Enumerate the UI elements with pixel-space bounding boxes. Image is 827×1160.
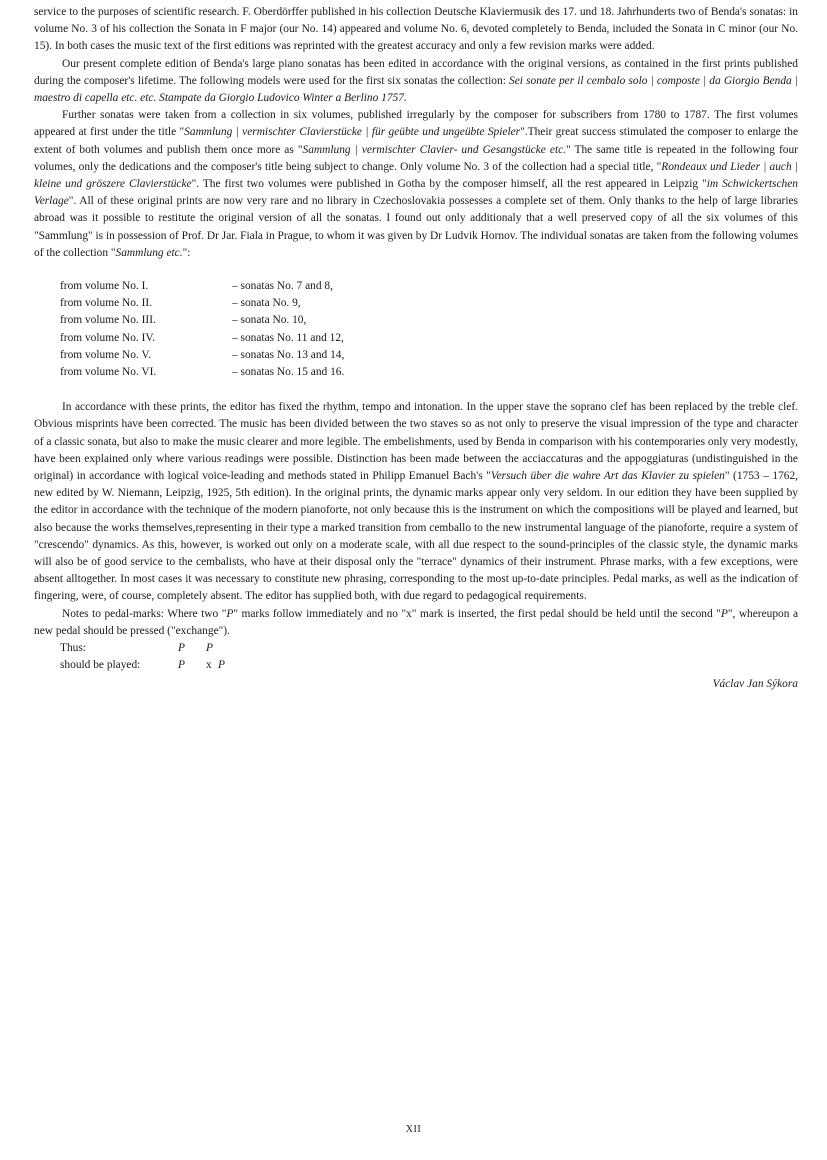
list-item [60, 347, 798, 364]
cpe-bach-treatise-title: Versuch über die wahre Art das Klavier zu spielen [490, 469, 725, 482]
volume-label: from volume No. II. [60, 297, 153, 310]
pedal-mark: P [218, 659, 225, 672]
volume-label: from volume No. IV. [60, 331, 156, 344]
pedal-text-c: " marks follow immediately and no "x" mark is inserted, the first pedal should be held until the second " [233, 607, 721, 620]
pedal-example-label: Thus: [60, 642, 86, 655]
paragraph-intro: service to the purposes of scientific research. F. Oberdörffer published in his collection Deutsche Klaviermusik des 17. und 18. Jahrhunderts two of Benda's sonatas: in volume No. 3 of his collection the Sonata in F major (our No. 14) appeared and volume No. 6, devoted completely to Benda, included the Sonata in C minor (our No. 15). In both cases the music text of the first editions was reprinted with the greatest accuracy and only a few revision marks were added. [34, 6, 798, 53]
list-item [60, 278, 798, 295]
collection-text-i: ". All of these original prints are now very rare and no library in Czechoslovakia possesses a complete set of them. Only thanks to the help of large libraries abroad was it possible to restitute the original version of all the sonatas. I found out only additionaly that a well preserved copy of all the six volumes of this "Sammlung" is in possession of Prof. Dr Jar. Fiala in Prague, to whom it was given by Dr Ludvik Hornov. The individual sonatas are taken from the following volumes of the collection " [34, 195, 798, 259]
pedal-example-notated [60, 640, 798, 657]
paragraph-pedal-notes [34, 606, 798, 640]
collection-text-k: ": [182, 246, 191, 259]
pedal-release-mark: x [206, 659, 212, 672]
list-item [60, 295, 798, 312]
collection-title-short: Sammlung etc. [115, 246, 183, 259]
volume-label: from volume No. V. [60, 348, 152, 361]
volume-label: from volume No. I. [60, 280, 149, 293]
edition-models-title: Sei sonate per il cembalo solo | composte | da Giorgio Benda | maestro di capella etc. etc. Stampate da Giorgio Ludovico Winter a Berlino 1757. [34, 74, 798, 105]
volume-label: from volume No. III. [60, 314, 156, 327]
collection-title-special: Rondeaux und Lieder | auch | kleine und gröszere Clavierstücke [34, 160, 798, 191]
collection-text-a: Further sonatas were taken from a collection in six volumes, published irregularly by the composer for subscribers from 1780 to 1787. The first volumes appeared at first under the title " [34, 109, 798, 139]
pedal-mark: P [206, 642, 213, 655]
volume-sonatas: – sonata No. 10, [232, 314, 307, 327]
collection-text-c: ".Their great success stimulated the composer to enlarge the extent of both volumes and publish them once more as " [34, 126, 799, 156]
paragraph-collection [34, 107, 798, 262]
pedal-marks [178, 640, 234, 657]
collection-text-g: ". The first two volumes were published in Gotha by the composer himself, all the rest appeared in Leipzig " [191, 178, 707, 191]
volume-sonatas: – sonata No. 9, [232, 297, 301, 310]
pedal-mark: P [720, 607, 728, 620]
pedal-example-played [60, 657, 798, 674]
pedal-example-label: should be played: [60, 659, 141, 672]
volume-label: from volume No. VI. [60, 365, 157, 378]
volume-sonatas: – sonatas No. 11 and 12, [232, 331, 344, 344]
paragraph-editorial-method [34, 399, 798, 605]
volume-list [60, 278, 798, 381]
pedal-mark: P [178, 659, 185, 672]
pedal-text-e: ", whereupon a new pedal should be pressed ("exchange"). [34, 607, 799, 637]
pedal-marks [178, 657, 246, 674]
editorial-text-a: In accordance with these prints, the editor has fixed the rhythm, tempo and intonation. In the upper stave the soprano clef has been replaced by the treble clef. Obvious misprints have been corrected. The music has been divided between the two staves so as not only to preserve the visual impression of the type and character of a classic sonata, but also to make the music clearer and more legible. The embelishments, used by Benda in comparison with his contemporaries only very modestly, have been explained only where various readings were possible. Distinction has been made between the acciaccaturas and the appoggiaturas (undistinguished in the original) in accordance with logical voice-leading and methods stated in Philipp Emanuel Bach's " [34, 401, 798, 482]
edition-models-text: Our present complete edition of Benda's large piano sonatas has been edited in accordance with the original versions, as contained in the first prints published during the composer's lifetime. The following models were used for the first six sonatas the collection: [34, 57, 798, 87]
editorial-text-c: " (1753 – 1762, new edited by W. Niemann, Leipzig, 1925, 5th edition). In the original prints, the dynamic marks appear only very seldom. In our edition they have been supplied by the editor in accordance with the technique of the modern pianoforte, not only because this is the instrument on which the compositions will be played and learned, but also because the works themselves,representing in their type a marked transition from cemballo to the new instrumental language of the pianoforte, require a system of "crescendo" dynamics. As this, however, is worked out only on a moderate scale, with all due respect to the sound-principles of the classic style, the dynamic marks will also be of good service to the cembalists, who have at their disposal only the "terrace" dynamics of their instrument. Phrase marks, with a few exceptions, were absent alltogether. In most cases it was necessary to constitute new phrasing, corresponding to the most up-to-date principles. Pedal marks, as well as the indication of fingering, were, of course, completely absent. The editor has supplied both, with due regard to pedagogical requirements. [34, 469, 798, 603]
volume-sonatas: – sonatas No. 13 and 14, [232, 348, 345, 361]
volume-sonatas: – sonatas No. 15 and 16. [232, 365, 345, 378]
list-item [60, 312, 798, 329]
collection-title-second: Sammlung | vermischter Clavier- und Gesangstücke etc. [302, 143, 567, 156]
list-item [60, 330, 798, 347]
pedal-text-a: Notes to pedal-marks: Where two " [62, 607, 227, 620]
list-item [60, 364, 798, 381]
page-number: XII [405, 1124, 422, 1135]
volume-sonatas: – sonatas No. 7 and 8, [232, 280, 333, 293]
collection-text-e: " The same title is repeated in the following four volumes, only the dedications and the composer's title being subject to change. Only volume No. 3 of the collection had a special title, " [34, 143, 798, 173]
pedal-example [60, 640, 798, 674]
collection-title-first: Sammlung | vermischter Clavierstücke | für geübte und ungeübte Spieler [184, 126, 521, 139]
pedal-mark: P [226, 607, 234, 620]
paragraph-edition-models [34, 56, 798, 108]
body-text [34, 4, 798, 694]
publisher-name: im Schwickertschen Verlage [34, 178, 798, 208]
pedal-mark: P [178, 642, 185, 655]
author-signature: Václav Jan Sýkora [712, 678, 798, 691]
